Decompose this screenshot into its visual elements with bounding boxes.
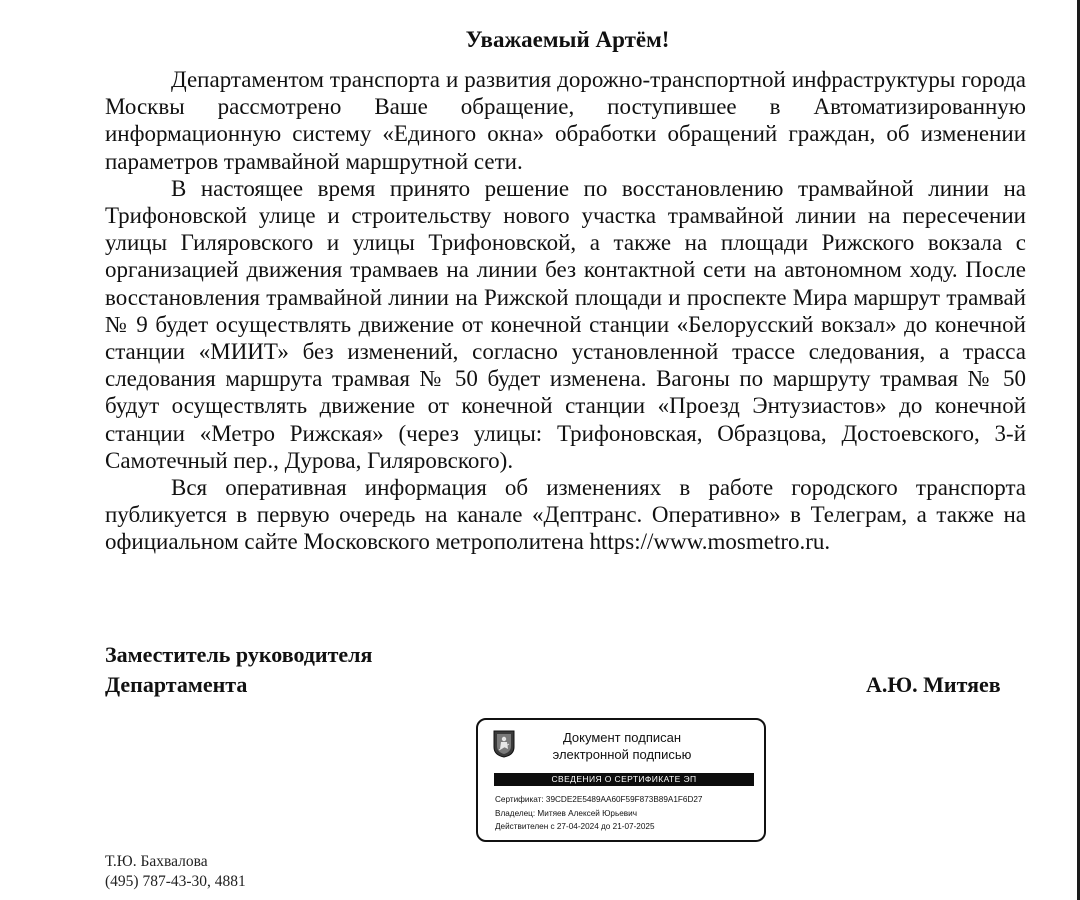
- certificate-validity: Действителен с 27-04-2024 до 21-07-2025: [495, 822, 655, 831]
- signer-title: [105, 640, 372, 700]
- signer-title-line: Заместитель руководителя: [105, 642, 373, 667]
- moscow-coat-of-arms-icon: [493, 730, 515, 758]
- signer-name: А.Ю. Митяев: [866, 672, 1001, 697]
- letter-paragraph: Вся оперативная информация об изменениях в работе городского транспорта публикуется в первую очередь на канале «Дептранс. Оперативно» в Телеграм, а также на официальном сайте Московского метрополитена https://www.mosmetro.ru.: [105, 475, 1026, 555]
- letter-paragraph: Департаментом транспорта и развития дорожно-транспортной инфраструктуры города Москвы рассмотрено Ваше обращение, поступившее в Автоматизированную информационную систему «Единого окна» обработки обращений граждан, об изменении параметров трамвайной маршрутной сети.: [105, 67, 1026, 174]
- executor-info: [105, 852, 246, 892]
- letter-body: [105, 66, 1026, 556]
- stamp-heading: [522, 729, 722, 763]
- electronic-signature-stamp: [476, 718, 766, 842]
- stamp-heading-line: электронной подписью: [552, 747, 692, 762]
- stamp-heading-line: Документ подписан: [562, 730, 682, 745]
- certificate-info-bar: СВЕДЕНИЯ О СЕРТИФИКАТЕ ЭП: [494, 773, 754, 786]
- certificate-owner: Владелец: Митяев Алексей Юрьевич: [495, 808, 637, 818]
- certificate-number: Сертификат: 39CDE2E5489AA60F59F873B89A1F6D27: [495, 795, 703, 804]
- letter-paragraph: В настоящее время принято решение по восстановлению трамвайной линии на Трифоновской улице и строительству нового участка трамвайной линии на пересечении улицы Гиляровского и улицы Трифоновской, а также на площади Рижского вокзала с организацией движения трамваев на линии без контактной сети на автономном ходу. После восстановления трамвайной линии на Рижской площади и проспекте Мира маршрут трамвай № 9 будет осуществлять движение от конечной станции «Белорусский вокзал» до конечной станции «МИИТ» без изменений, согласно установленной трассе следования, а трасса следования маршрута трамвая № 50 будет изменена. Вагоны по маршруту трамвая № 50 будут осуществлять движение от конечной станции «Проезд Энтузиастов» до конечной станции «Метро Рижская» (через улицы: Трифоновская, Образцова, Достоевского, 3-й Самотечный пер., Дурова, Гиляровского).: [105, 175, 1026, 473]
- executor-name: Т.Ю. Бахвалова: [105, 853, 208, 870]
- letter-greeting: Уважаемый Артём!: [465, 27, 670, 52]
- certificate-details: [495, 793, 703, 834]
- executor-phone: (495) 787-43-30, 4881: [105, 873, 246, 890]
- signer-title-line: Департамента: [105, 672, 248, 697]
